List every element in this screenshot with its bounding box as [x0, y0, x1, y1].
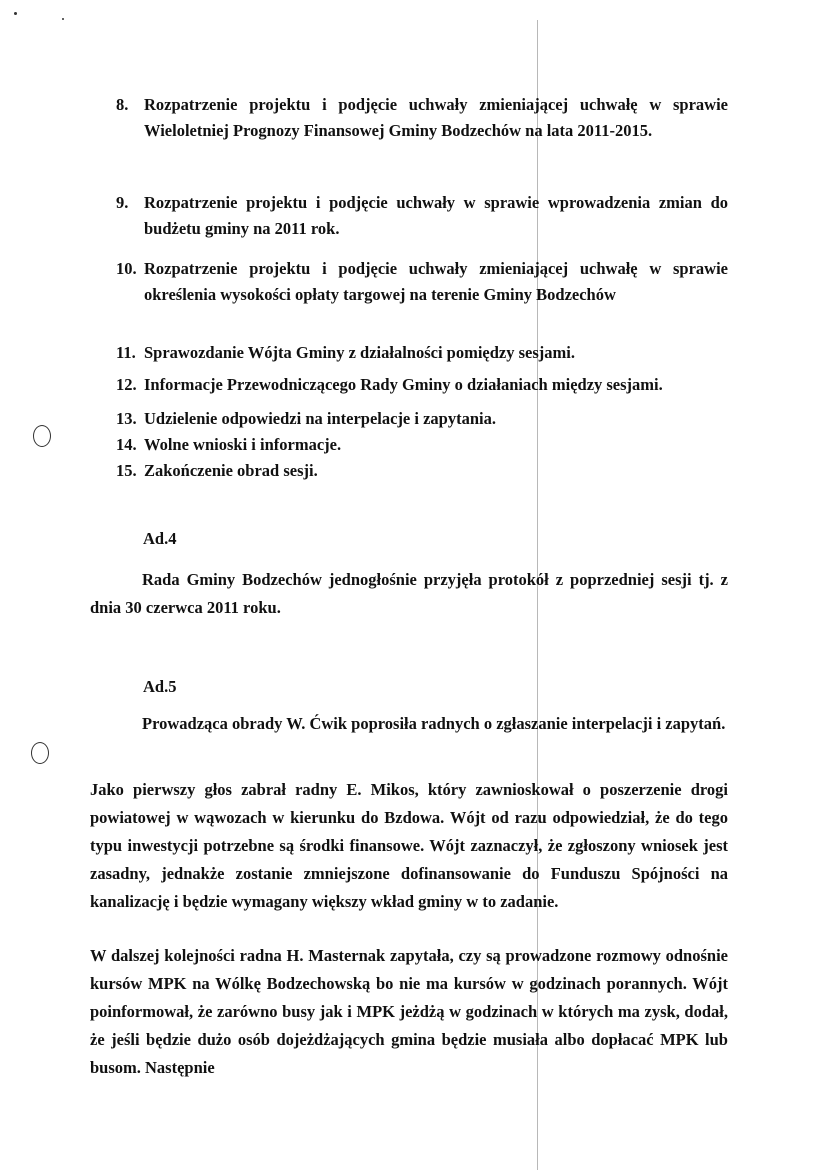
scan-dot — [62, 18, 64, 20]
agenda-item-14 — [116, 432, 728, 458]
agenda-item-number: 12. — [116, 375, 137, 394]
agenda-item-number: 11. — [116, 343, 136, 362]
agenda-item-number: 13. — [116, 409, 137, 428]
agenda-item-number: 8. — [116, 95, 129, 114]
ad4-paragraph: Rada Gminy Bodzechów jednogłośnie przyjęła protokół z poprzedniej sesji tj. z dnia 30 czerwca 2011 roku. — [90, 570, 728, 617]
agenda-item-9 — [116, 190, 728, 242]
agenda-item-text: Udzielenie odpowiedzi na interpelacje i zapytania. — [144, 409, 496, 428]
section-heading-ad4: Ad.4 — [143, 529, 177, 548]
agenda-item-text: Zakończenie obrad sesji. — [144, 461, 318, 480]
section-heading-ad5: Ad.5 — [143, 677, 177, 696]
agenda-item-text: Informacje Przewodniczącego Rady Gminy o działaniach między sesjami. — [144, 375, 663, 394]
punch-hole-icon — [31, 742, 49, 764]
agenda-item-text: Rozpatrzenie projektu i podjęcie uchwały zmieniającej uchwałę w sprawie określenia wysokości opłaty targowej na terenie Gminy Bodzechów — [144, 259, 728, 304]
agenda-item-text: Rozpatrzenie projektu i podjęcie uchwały w sprawie wprowadzenia zmian do budżetu gminy na 2011 rok. — [144, 193, 728, 238]
agenda-item-text: Sprawozdanie Wójta Gminy z działalności pomiędzy sesjami. — [144, 343, 575, 362]
agenda-item-number: 15. — [116, 461, 137, 480]
agenda-item-12 — [116, 372, 728, 398]
agenda-item-number: 10. — [116, 259, 137, 278]
agenda-item-8 — [116, 92, 728, 144]
agenda-item-13 — [116, 406, 728, 432]
agenda-item-15 — [116, 458, 728, 484]
agenda-item-text: Rozpatrzenie projektu i podjęcie uchwały zmieniającej uchwałę w sprawie Wieloletniej Prognozy Finansowej Gminy Bodzechów na lata 2011-2015. — [144, 95, 728, 140]
ad5-paragraph-2: W dalszej kolejności radna H. Masternak zapytała, czy są prowadzone rozmowy odnośnie kursów MPK na Wólkę Bodzechowską bo nie ma kursów w godzinach porannych. Wójt poinformował, że zarówno busy jak i MPK jeżdżą w godzinach w których ma zysk, dodał, że jeśli będzie dużo osób dojeżdżających gmina będzie musiała albo dopłacać MPK lub busom. Następnie — [90, 946, 728, 1077]
punch-hole-icon — [33, 425, 51, 447]
ad5-paragraph-1: Jako pierwszy głos zabrał radny E. Mikos, który zawnioskował o poszerzenie drogi powiatowej w wąwozach w kierunku do Bzdowa. Wójt od razu odpowiedział, że do tego typu inwestycji potrzebne są środki finansowe. Wójt zaznaczył, że zgłoszony wniosek jest zasadny, jednakże zostanie zmniejszone dofinansowanie do Funduszu Spójności na kanalizację i będzie wymagany większy wkład gminy w to zadanie. — [90, 780, 728, 911]
agenda-item-number: 9. — [116, 193, 129, 212]
agenda-item-10 — [116, 256, 728, 308]
agenda-item-11 — [116, 340, 728, 366]
scan-dot — [14, 12, 17, 15]
agenda-item-number: 14. — [116, 435, 137, 454]
agenda-item-text: Wolne wnioski i informacje. — [144, 435, 342, 454]
ad5-intro-paragraph: Prowadząca obrady W. Ćwik poprosiła radnych o zgłaszanie interpelacji i zapytań. — [142, 714, 726, 733]
